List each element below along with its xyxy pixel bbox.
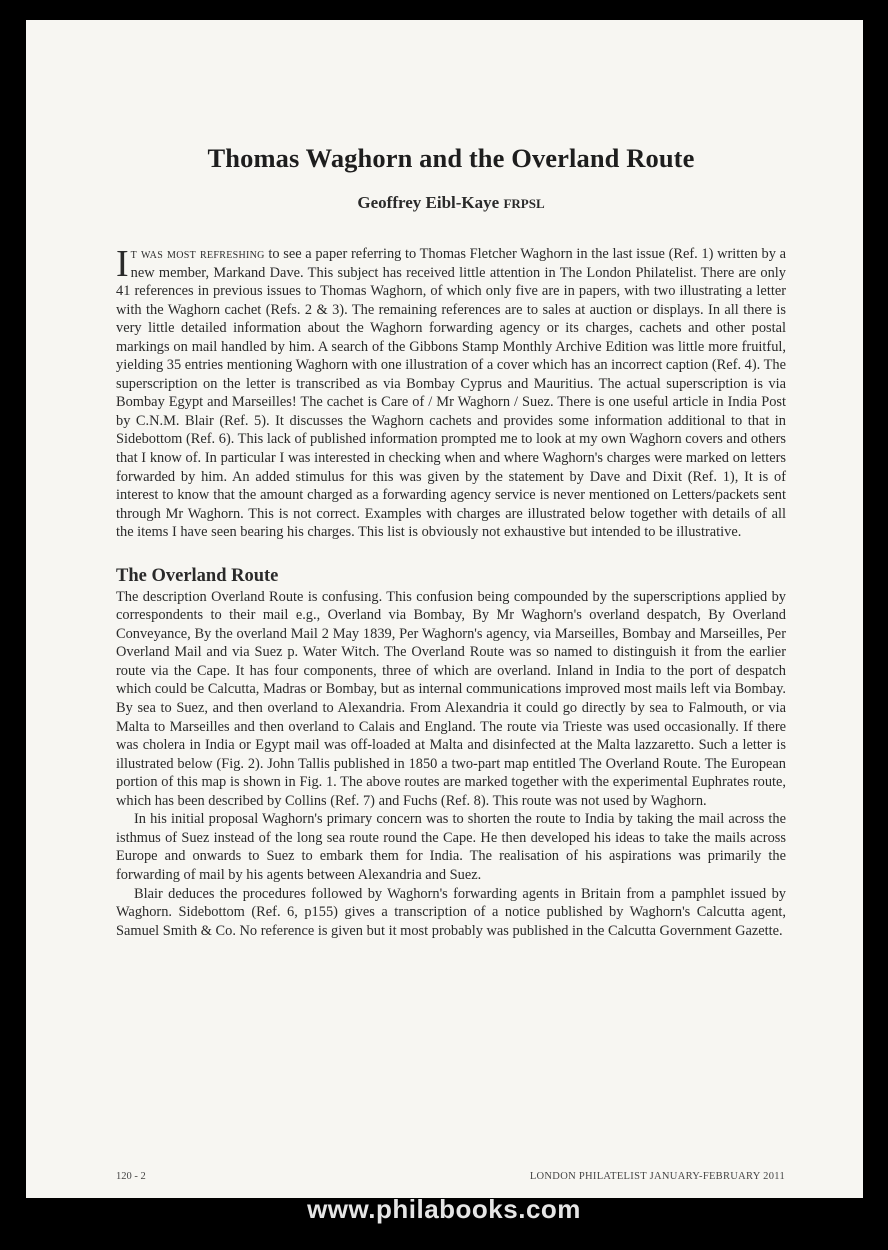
document-page xyxy=(26,20,863,1198)
intro-text: to see a paper referring to Thomas Fletcher Waghorn in the last issue (Ref. 1) written by a new member, Markand Dave. This subject has received little attention in The London Philatelist. There are only 41 references in previous issues to Thomas Waghorn, of which only five are in papers, with two illustrating a letter with the Waghorn cachet (Refs. 2 & 3). The remaining references are to sales at auction or displays. In all there is very little detailed information about the Waghorn forwarding agency or its charges, cachets and other postal markings on mail handled by him. A search of the Gibbons Stamp Monthly Archive Edition was little more fruitful, yielding 35 entries mentioning Waghorn with one illustration of a cover which has an incorrect caption (Ref. 4). The superscription on the letter is transcribed as via Bombay Cyprus and Mauritius. The actual superscription is via Bombay Egypt and Marseilles! The cachet is Care of / Mr Waghorn / Suez. There is one useful article in India Post by C.N.M. Blair (Ref. 5). It discusses the Waghorn cachets and provides some information additional to that in Sidebottom (Ref. 6). This lack of published information prompted me to look at my own Waghorn covers and others that I know of. In particular I was interested in checking when and where Waghorn's charges were marked on letters forwarded by him. An added stimulus for this was given by the statement by Dave and Dixit (Ref. 1), It is of interest to know that the amount charged as a forwarding agency service is never mentioned on Letters/packets sent through Mr Waghorn. This is not correct. Examples with charges are illustrated below together with details of all the items I have seen bearing his charges. This list is obviously not exhaustive but intended to be illustrative. xyxy=(116,246,786,541)
journal-issue: LONDON PHILATELIST JANUARY-FEBRUARY 2011 xyxy=(529,1171,785,1182)
section-paragraph: The description Overland Route is confusing. This confusion being compounded by the superscriptions applied by correspondents to their mail e.g., Overland via Bombay, By Mr Waghorn's overland despatch, By Overland Conveyance, By the overland Mail 2 May 1839, Per Waghorn's agency, via Marseilles, Bombay and Marseilles, Per Overland Mail and via Suez p. Water Witch. The Overland Route was so named to distinguish it from the earlier route via the Cape. It has four components, three of which are overland. Inland in India to the port of despatch which could be Calcutta, Madras or Bombay, but as internal communications improved most mails left via Bombay. By sea to Suez, and then overland to Alexandria. From Alexandria it could go directly by sea to Falmouth, or via Malta to Marseilles and then overland to Calais and England. The route via Trieste was used occasionally. If there was cholera in India or Egypt mail was off-loaded at Malta and disinfected at the Malta lazzaretto. Such a letter is illustrated below (Fig. 2). John Tallis published in 1850 a two-part map entitled The Overland Route. The European portion of this map is shown in Fig. 1. The above routes are marked together with the experimental Euphrates route, which has been described by Collins (Ref. 7) and Fuchs (Ref. 8). This route was not used by Waghorn. xyxy=(116,588,786,809)
watermark-url: www.philabooks.com xyxy=(307,1194,581,1224)
author-line xyxy=(116,192,786,215)
article-title: Thomas Waghorn and the Overland Route xyxy=(207,143,695,173)
intro-paragraph xyxy=(116,245,786,542)
section-paragraph: In his initial proposal Waghorn's primary concern was to shorten the route to India by taking the mail across the isthmus of Suez instead of the long sea route round the Cape. He then developed his ideas to take the mails across Europe and onwards to Suez to embark them for India. The realisation of his aspirations was primarily the forwarding of mail by his agents between Alexandria and Suez. xyxy=(116,811,786,883)
article-body xyxy=(116,142,786,940)
section-body xyxy=(116,588,786,940)
section-paragraph: Blair deduces the procedures followed by Waghorn's forwarding agents in Britain from a pamphlet issued by Waghorn. Sidebottom (Ref. 6, p155) gives a transcription of a notice published by Waghorn's Calcutta agent, Samuel Smith & Co. No reference is given but it most probably was published in the Calcutta Government Gazette. xyxy=(116,885,786,939)
section-heading: The Overland Route xyxy=(116,565,279,586)
page-number: 120 - 2 xyxy=(116,1171,146,1182)
intro-lead: t was most refreshing xyxy=(130,246,265,262)
author-suffix: FRPSL xyxy=(503,196,545,211)
author-name: Geoffrey Eibl-Kaye xyxy=(357,193,500,212)
drop-cap: I xyxy=(116,243,129,285)
